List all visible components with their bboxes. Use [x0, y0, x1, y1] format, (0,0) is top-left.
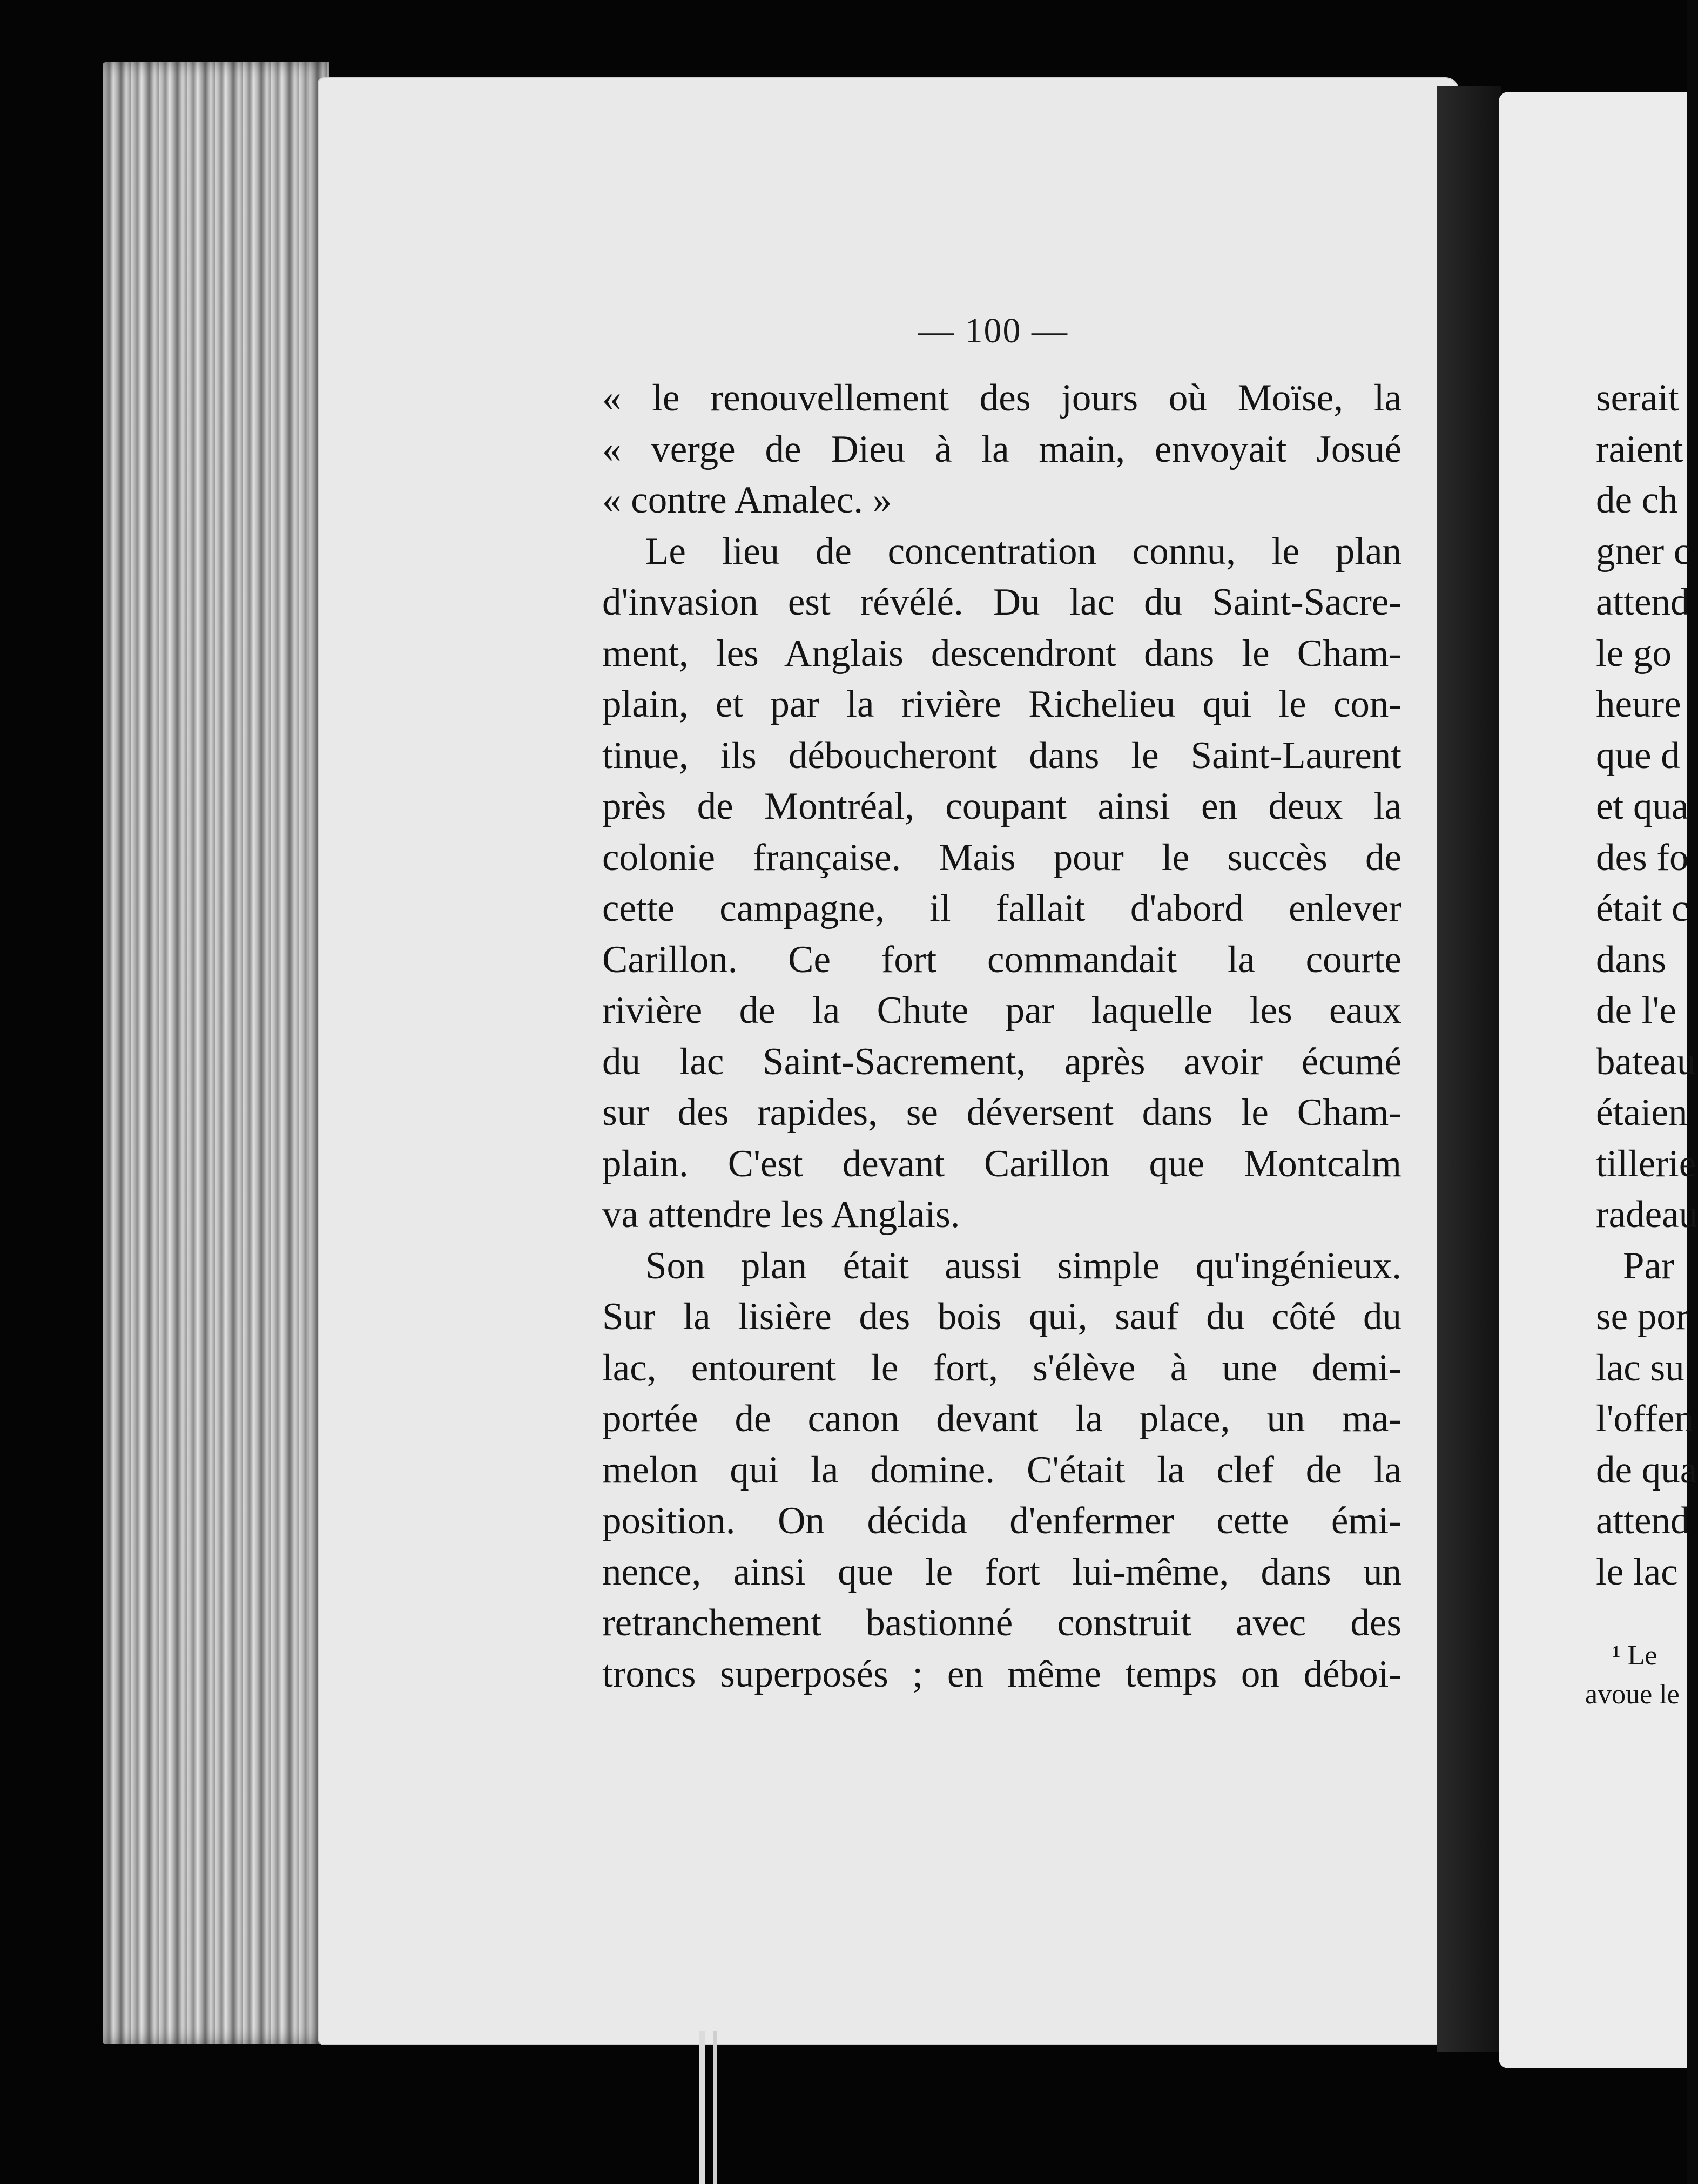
text-line: l'offen [1596, 1398, 1694, 1440]
text-line: attend [1596, 1500, 1690, 1542]
text-line: de ch [1596, 479, 1678, 521]
text-line: ment, les Anglais descendront dans le Cham- [602, 632, 1401, 675]
text-line: « le renouvellement des jours où Moïse, la [602, 377, 1401, 419]
text-line: plain. C'est devant Carillon que Montcalm [602, 1142, 1401, 1185]
text-line: Par [1623, 1244, 1674, 1287]
text-line: colonie française. Mais pour le succès de [602, 836, 1401, 879]
text-line: nence, ainsi que le fort lui-même, dans un [602, 1551, 1401, 1593]
text-line: Carillon. Ce fort commandait la courte [602, 938, 1401, 981]
text-line: Sur la lisière des bois qui, sauf du côté du [602, 1296, 1401, 1338]
text-line: des fo [1596, 836, 1689, 879]
footnote-line: ¹ Le [1612, 1640, 1657, 1671]
text-line: « verge de Dieu à la main, envoyait Josué [602, 428, 1401, 470]
string-bookmark [683, 2031, 732, 2184]
text-line: bateau [1596, 1040, 1696, 1083]
text-line: troncs superposés ; en même temps on déboi- [602, 1653, 1401, 1695]
text-line: lac, entourent le fort, s'élève à une demi- [602, 1346, 1401, 1389]
text-line: melon qui la domine. C'était la clef de la [602, 1448, 1401, 1491]
page-number: — 100 — [918, 311, 1068, 350]
text-line: se por [1596, 1296, 1689, 1338]
text-line: serait [1596, 377, 1679, 419]
text-line: tillerie [1596, 1142, 1696, 1185]
text-line: Son plan était aussi simple qu'ingénieux. [645, 1244, 1401, 1287]
text-line: va attendre les Anglais. [602, 1194, 960, 1236]
text-line: gner c [1596, 530, 1691, 572]
text-line: de l'e [1596, 989, 1676, 1032]
text-line: position. On décida d'enfermer cette émi- [602, 1500, 1401, 1542]
text-line: lac su [1596, 1346, 1684, 1389]
text-line: raient [1596, 428, 1683, 470]
text-line: que d [1596, 734, 1680, 777]
text-line: le lac [1596, 1551, 1678, 1593]
text-line: « contre Amalec. » [602, 479, 892, 521]
text-line: Le lieu de concentration connu, le plan [645, 530, 1401, 572]
text-line: étaien [1596, 1091, 1688, 1134]
text-line: le go [1596, 632, 1672, 675]
left-page-text [602, 373, 1401, 1700]
text-line: portée de canon devant la place, un ma- [602, 1398, 1401, 1440]
right-page-footnote [1585, 1636, 1687, 1714]
right-page-text [1596, 373, 1698, 1597]
text-line: retranchement bastionné construit avec des [602, 1602, 1401, 1644]
text-line: attend [1596, 581, 1690, 623]
footnote-line: avoue le [1585, 1679, 1680, 1710]
text-line: était c [1596, 887, 1689, 929]
text-line: de qua [1596, 1448, 1697, 1491]
text-line: plain, et par la rivière Richelieu qui le con- [602, 683, 1401, 725]
page-edges [103, 62, 329, 2044]
text-line: et qua [1596, 785, 1689, 827]
text-line: rivière de la Chute par laquelle les eaux [602, 989, 1401, 1032]
text-line: d'invasion est révélé. Du lac du Saint-Sacre- [602, 581, 1401, 623]
text-line: tinue, ils déboucheront dans le Saint-Laurent [602, 734, 1401, 777]
gutter-shadow [1437, 86, 1501, 2052]
text-line: cette campagne, il fallait d'abord enlever [602, 887, 1401, 929]
text-line: dans [1596, 938, 1667, 981]
text-line: près de Montréal, coupant ainsi en deux la [602, 785, 1401, 827]
text-line: radeau [1596, 1194, 1698, 1236]
text-line: du lac Saint-Sacrement, après avoir écumé [602, 1040, 1401, 1083]
text-line: sur des rapides, se déversent dans le Cham- [602, 1091, 1401, 1134]
text-line: heure [1596, 683, 1681, 725]
